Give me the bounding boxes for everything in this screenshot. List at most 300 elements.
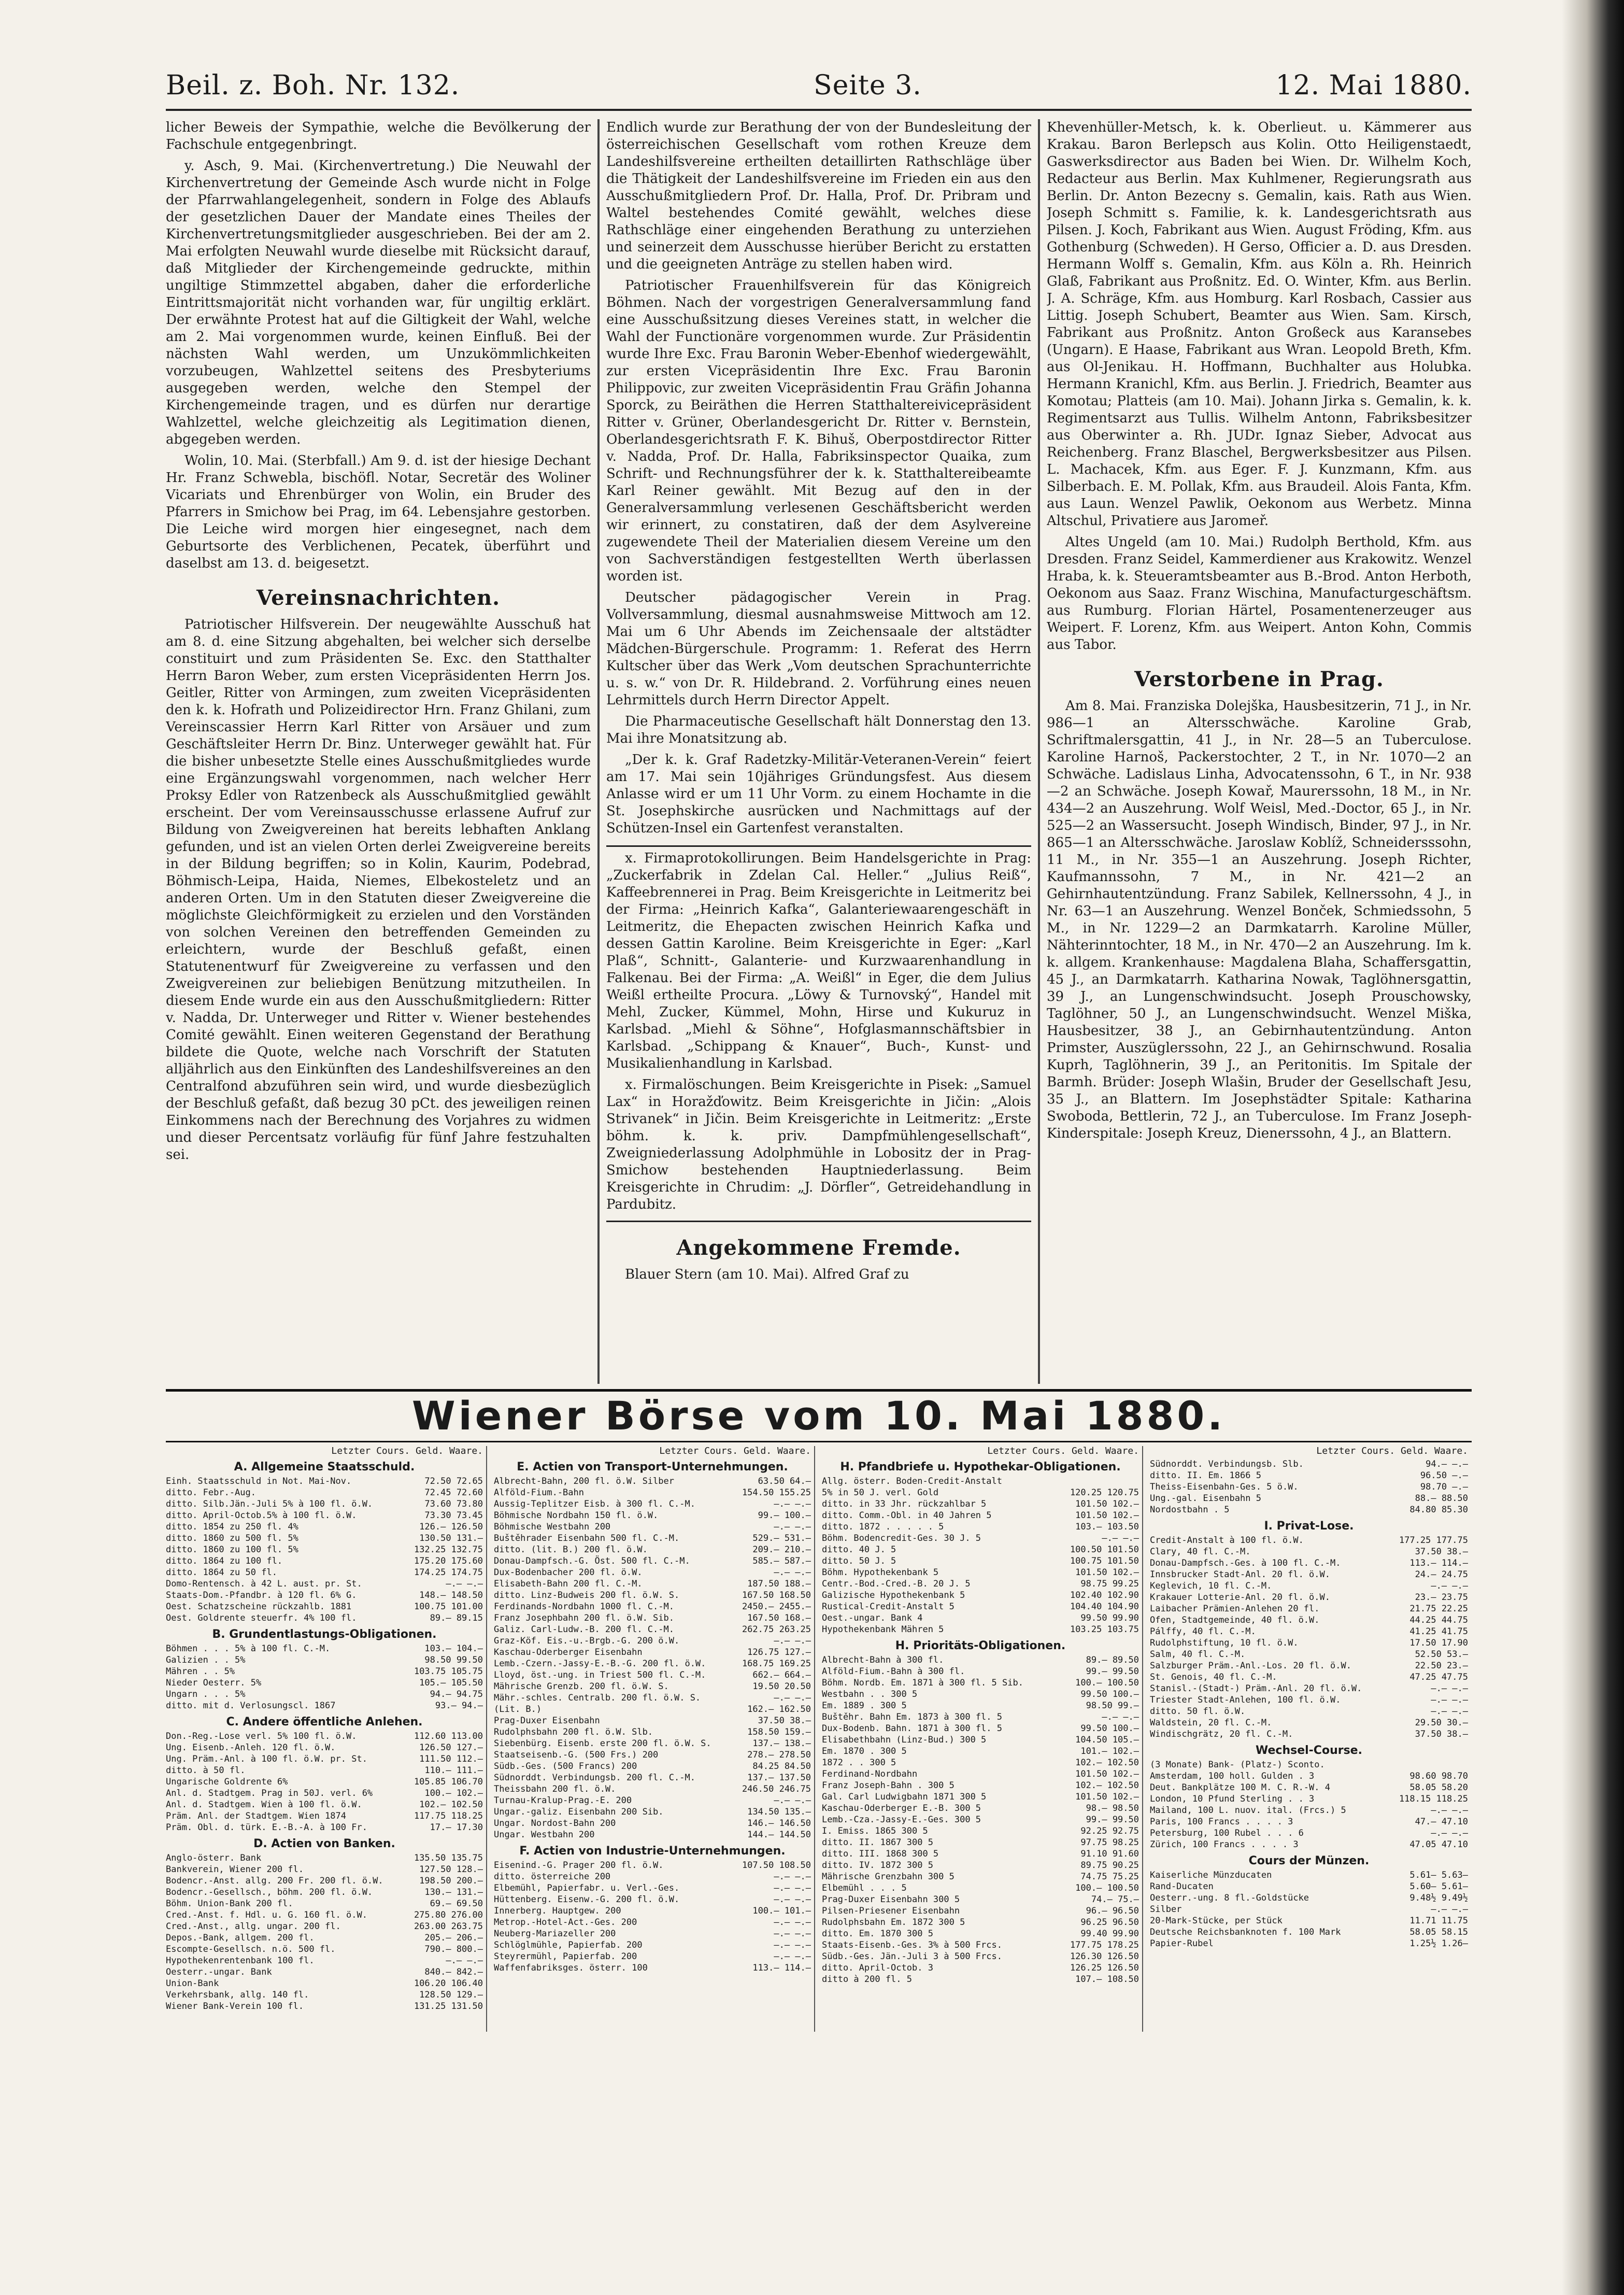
security-name: Mailand, 100 L. nuov. ital. (Frcs.) 5 (1150, 1805, 1346, 1816)
column-divider (597, 119, 600, 1384)
security-quote: 98.75 99.25 (1080, 1579, 1139, 1589)
bourse-row (166, 1776, 483, 1788)
security-quote: 130.— 131.— (424, 1887, 483, 1897)
bourse-section-title: B. Grundentlastungs-Obligationen. (212, 1628, 437, 1641)
security-quote: 128.50 129.— (419, 1990, 483, 2000)
security-name: Buštěhrader Eisenbahn 500 fl. C.-M. (494, 1533, 680, 1543)
security-name: Laibacher Prämien-Anlehen 20 fl. (1150, 1604, 1320, 1614)
security-quote: 29.50 30.— (1415, 1718, 1468, 1728)
bourse-row (166, 1875, 483, 1887)
security-quote: —.— —.— (774, 1929, 811, 1939)
bourse-row (1150, 1535, 1468, 1546)
security-name: Innsbrucker Stadt-Anl. 20 fl. ö.W. (1150, 1569, 1330, 1580)
bourse-row (1150, 1557, 1468, 1569)
bourse-row (166, 1742, 483, 1753)
security-name: Ferdinands-Nordbahn 1000 fl. C.-M. (494, 1602, 674, 1612)
bourse-row (166, 1799, 483, 1810)
security-quote: 96.— 96.50 (1086, 1906, 1139, 1916)
security-name: (3 Monate) Bank- (Platz-) Sconto. (1150, 1760, 1325, 1770)
bourse-column-head: Letzter Cours. Geld. Waare. (987, 1446, 1139, 1456)
security-quote: —.— —.— (1102, 1712, 1139, 1722)
security-quote: 148.— 148.50 (419, 1590, 483, 1600)
security-quote: 101.50 102.— (1075, 1792, 1139, 1802)
security-name: Galizische Hypothekenbank 5 (822, 1590, 965, 1600)
bourse-row (822, 1590, 1139, 1601)
bourse-row (1150, 1504, 1468, 1515)
bourse-row (1150, 1805, 1468, 1816)
bourse-section-title: D. Actien von Banken. (253, 1837, 395, 1850)
security-quote: 111.50 112.— (419, 1754, 483, 1764)
security-name: Oesterr.-ung. 8 fl.-Goldstücke (1150, 1893, 1309, 1903)
security-quote: 104.50 105.— (1075, 1735, 1139, 1745)
bourse-row (822, 1951, 1139, 1962)
bourse-row (1150, 1458, 1468, 1470)
security-name: (Lit. B.) (494, 1704, 542, 1715)
security-quote: 100.— 101.— (752, 1906, 811, 1916)
bourse-row (1150, 1839, 1468, 1850)
security-name: Staats-Eisenb.-Ges. 3% à 500 Frcs. (822, 1940, 1002, 1950)
security-name: Kaiserliche Münzducaten (1150, 1870, 1272, 1880)
security-name: Hypothekenrentenbank 100 fl. (166, 1956, 315, 1966)
security-name: Mährische Grenzbahn 300 5 (822, 1872, 955, 1882)
bourse-row (166, 1476, 483, 1487)
security-name: 5% in 50 J. verl. Gold (822, 1488, 939, 1498)
security-name: Ung. Eisenb.-Anleh. 120 fl. ö.W. (166, 1742, 336, 1753)
security-name: Mähren . . 5% (166, 1666, 235, 1677)
security-name: Centr.-Bod.-Cred.-B. 20 J. 5 (822, 1579, 971, 1589)
security-name: Lemb.-Czern.-Jassy-E.-B.-G. 200 fl. ö.W. (494, 1659, 706, 1669)
bourse-row (166, 1909, 483, 1921)
security-quote: 100.— 102.— (424, 1788, 483, 1798)
security-name: ditto. 1854 zu 250 fl. 4% (166, 1522, 298, 1532)
security-name: Amsterdam, 100 holl. Gulden . 3 (1150, 1771, 1315, 1781)
security-quote: 89.— 89.50 (1086, 1655, 1139, 1665)
bourse-row (166, 1765, 483, 1776)
security-quote: 89.75 90.25 (1080, 1860, 1139, 1871)
security-quote: 102.40 102.90 (1070, 1590, 1139, 1600)
bourse-row (494, 1658, 811, 1669)
security-quote: 96.50 —.— (1420, 1470, 1468, 1481)
security-quote: —.— —.— (774, 1940, 811, 1950)
bourse-row (822, 1962, 1139, 1974)
security-quote: 209.— 210.— (752, 1545, 811, 1555)
security-quote: 246.50 246.75 (742, 1784, 811, 1794)
bourse-section-title: A. Allgemeine Staatsschuld. (234, 1461, 415, 1474)
security-quote: 112.60 113.00 (414, 1731, 483, 1741)
article-paragraph: x. Firmalöschungen. Beim Kreisgerichte in Pisek: „Samuel Lax“ in Horažďowitz. Beim Kreisgerichte in Jičin: „Alois Strivanek“ in Jičin. Beim Kreisgerichte in Leitmeritz: „Erste böhm. k. k. priv. Dampfmühlengesellschaft“, Zweigniederlassung Adolphmühle in Lobositz der in Prag-Smichow bestehenden Hauptniederlassung. Beim Kreisgerichte in Chrudim: „J. Dörfler“, Getreidehandlung in Pardubitz. (606, 1077, 1031, 1212)
bourse-section-title: I. Privat-Lose. (1264, 1520, 1354, 1533)
security-quote: 102.— 102.50 (1075, 1758, 1139, 1768)
security-quote: —.— —.— (1431, 1828, 1468, 1838)
security-name: Rudolphsbahn Em. 1872 300 5 (822, 1917, 965, 1928)
bourse-row (166, 1753, 483, 1765)
bourse-row (822, 1666, 1139, 1677)
security-quote: 126.30 126.50 (1070, 1951, 1139, 1962)
security-quote: 177.75 178.25 (1070, 1940, 1139, 1950)
security-name: Petersburg, 100 Rubel . . . 6 (1150, 1828, 1304, 1838)
security-name: Keglevich, 10 fl. C.-M. (1150, 1581, 1272, 1591)
bourse-row (822, 1814, 1139, 1825)
bourse-column-head: Letzter Cours. Geld. Waare. (659, 1446, 811, 1456)
security-name: Neuberg-Mariazeller 200 (494, 1929, 616, 1939)
security-quote: —.— —.— (774, 1636, 811, 1646)
bourse-row (822, 1544, 1139, 1555)
security-quote: 134.50 135.— (747, 1807, 811, 1817)
bourse-row (1150, 1828, 1468, 1839)
security-quote: —.— —.— (1431, 1581, 1468, 1591)
security-quote: 98.60 98.70 (1409, 1771, 1468, 1781)
security-quote: 174.25 174.75 (414, 1567, 483, 1578)
security-name: Krakauer Lotterie-Anl. 20 fl. ö.W. (1150, 1592, 1330, 1603)
bourse-row (494, 1806, 811, 1818)
security-name: ditto. 50 J. 5 (822, 1556, 896, 1566)
article-paragraph: y. Asch, 9. Mai. (Kirchenvertretung.) Die Neuwahl der Kirchenvertretung der Gemeinde Asch wurde nicht in Folge der Pfarrwahlangelegenheit, sondern in Folge des Ablaufs der gesetzlichen Dauer der Mandate eines Theiles der Kirchenvertretungsmitglieder ausgeschrieben. Bei der am 2. Mai erfolgten Neuwahl wurde dieselbe mit Rücksicht darauf, daß Mitglieder der Kirchengemeinde gedruckte, mithin ungiltige Stimmzettel abgaben, daher die erforderliche Eintrittsmajorität nicht vorhanden war, für ungiltig erklärt. Der erwähnte Protest hat auf die Giltigkeit der Wahl, welche am 2. Mai vorgenommen wurde, keinen Einfluß. Bei der nächsten Wahl werden, um Unzukömmlichkeiten vorzubeugen, Wahlzettel seitens des Presbyteriums ausgegeben werden, welche den Stempel der Kirchengemeinde tragen, und es dürfen nur derartige Wahlzettel, welche gleichzeitig als Legitimation dienen, abgegeben werden. (166, 158, 591, 447)
bourse-row (166, 1567, 483, 1578)
bourse-row (494, 1635, 811, 1647)
bourse-row (822, 1791, 1139, 1803)
security-name: Gal. Carl Ludwigbahn 1871 300 5 (822, 1792, 987, 1802)
bourse-row (494, 1738, 811, 1749)
security-name: Ofen, Stadtgemeinde, 40 fl. ö.W. (1150, 1615, 1320, 1625)
security-quote: 101.50 102.— (1075, 1510, 1139, 1521)
security-name: Escompte-Gesellsch. n.ö. 500 fl. (166, 1944, 336, 1954)
security-name: ditto à 200 fl. 5 (822, 1974, 912, 1985)
bourse-row (494, 1681, 811, 1692)
bourse-row (822, 1578, 1139, 1590)
security-name: Credit-Anstalt à 100 fl. ö.W. (1150, 1535, 1304, 1546)
security-quote: —.— —.— (446, 1956, 483, 1966)
bourse-row (494, 1894, 811, 1905)
security-quote: 73.30 73.45 (424, 1510, 483, 1521)
bourse-row (166, 1898, 483, 1909)
bourse-row (166, 1921, 483, 1932)
security-name: Buštěhr. Bahn Em. 1873 à 300 fl. 5 (822, 1712, 1002, 1722)
header-rule (166, 109, 1472, 111)
security-name: ditto. 40 J. 5 (822, 1545, 896, 1555)
bourse-row (822, 1510, 1139, 1521)
bourse-row (1150, 1614, 1468, 1626)
bourse-section-title: H. Prioritäts-Obligationen. (895, 1639, 1066, 1652)
security-quote: 103.75 105.75 (414, 1666, 483, 1677)
bourse-row (166, 1864, 483, 1875)
security-name: Pálffy, 40 fl. C.-M. (1150, 1626, 1256, 1637)
bourse-row (822, 1533, 1139, 1544)
bourse-row (166, 1955, 483, 1966)
bourse-row (166, 1612, 483, 1624)
security-quote: 790.— 800.— (424, 1944, 483, 1954)
security-name: Rudolphsbahn 200 fl. ö.W. Slb. (494, 1727, 653, 1737)
bourse-column-head: Letzter Cours. Geld. Waare. (331, 1446, 483, 1456)
security-name: Böhm. Union-Bank 200 fl. (166, 1899, 293, 1909)
security-quote: 72.50 72.65 (424, 1476, 483, 1486)
security-quote: 99.— 99.50 (1086, 1815, 1139, 1825)
security-quote: 99.40 99.90 (1080, 1929, 1139, 1939)
article-paragraph: Wolin, 10. Mai. (Sterbfall.) Am 9. d. ist der hiesige Dechant Hr. Franz Schwebla, bischöfl. Notar, Secretär des Woliner Vicariats und Ehrenbürger von Wolin, ein Bruder des Pfarrers in Smichow bei Prag, im 64. Lebensjahre gestorben. Die Leiche wird morgen hier eingesegnet, nach dem Geburtsorte des Verblichenen, Pecatek, überführt und daselbst am 13. d. beigesetzt. (166, 453, 591, 571)
bourse-row (494, 1601, 811, 1612)
bourse-row (494, 1624, 811, 1635)
page-header (166, 62, 1472, 109)
bourse-row (1150, 1626, 1468, 1637)
security-quote: 72.45 72.60 (424, 1488, 483, 1498)
security-quote: 19.50 20.50 (752, 1681, 811, 1692)
bourse-row (166, 1666, 483, 1677)
bourse-row (494, 1555, 811, 1567)
security-name: Albrecht-Bahn à 300 fl. (822, 1655, 944, 1665)
security-name: ditto. II. Em. 1866 5 (1150, 1470, 1261, 1481)
security-quote: —.— —.— (774, 1883, 811, 1893)
stock-exchange-table (166, 1446, 1472, 2032)
column-1 (166, 119, 591, 1384)
security-quote: 105.— 105.50 (419, 1678, 483, 1688)
security-quote: 167.50 168.— (747, 1613, 811, 1623)
security-name: Em. 1889 . 300 5 (822, 1701, 907, 1711)
bourse-row (822, 1498, 1139, 1510)
security-quote: 91.10 91.60 (1080, 1849, 1139, 1859)
security-quote: 11.71 11.75 (1409, 1916, 1468, 1926)
security-quote: 162.— 162.50 (747, 1704, 811, 1715)
bourse-column (494, 1446, 815, 2032)
security-quote: —.— —.— (446, 1579, 483, 1589)
security-name: Franz Josephbahn 200 fl. ö.W. Sib. (494, 1613, 674, 1623)
security-quote: 5.61— 5.63— (1409, 1870, 1468, 1880)
security-name: Cred.-Anst. f. Hdl. u. G. 160 fl. ö.W. (166, 1910, 367, 1920)
security-name: Waldstein, 20 fl. C.-M. (1150, 1718, 1272, 1728)
bourse-row (1150, 1729, 1468, 1740)
bourse-row (166, 1700, 483, 1711)
bourse-row (166, 1978, 483, 1989)
bourse-row (494, 1928, 811, 1939)
security-name: Domo-Rentensch. à 42 L. aust. pr. St. (166, 1579, 362, 1589)
security-quote: —.— —.— (774, 1499, 811, 1509)
security-quote: 168.75 169.25 (742, 1659, 811, 1669)
bourse-row (1150, 1694, 1468, 1706)
security-quote: 137.— 137.50 (747, 1773, 811, 1783)
security-name: Innerberg. Hauptgew. 200 (494, 1906, 621, 1916)
security-quote: —.— —.— (1431, 1805, 1468, 1816)
firm-notices (606, 845, 1031, 1222)
bourse-row (822, 1612, 1139, 1624)
security-quote: 37.50 38.— (1415, 1547, 1468, 1557)
security-name: Präm. Anl. der Stadtgem. Wien 1874 (166, 1811, 346, 1821)
security-name: Anl. d. Stadtgem. Wien à 100 fl. ö.W. (166, 1800, 362, 1810)
security-quote: 17.— 17.30 (430, 1822, 483, 1833)
bourse-column (1150, 1446, 1471, 2032)
security-name: Papier-Rubel (1150, 1938, 1214, 1949)
security-name: Böhmen . . . 5% à 100 fl. C.-M. (166, 1644, 331, 1654)
bourse-column (166, 1446, 487, 2032)
bourse-row (494, 1783, 811, 1795)
bourse-row (822, 1601, 1139, 1612)
bourse-row (166, 1578, 483, 1590)
bourse-row (822, 1882, 1139, 1894)
security-name: Nieder Oesterr. 5% (166, 1678, 262, 1688)
bourse-rule (166, 1389, 1472, 1392)
bourse-row (822, 1654, 1139, 1666)
security-name: Oest. Goldrente steuerfr. 4% 100 fl. (166, 1613, 357, 1623)
bourse-row (494, 1905, 811, 1917)
article-paragraph: licher Beweis der Sympathie, welche die Bevölkerung der Fachschule entgegenbringt. (166, 120, 591, 152)
bourse-row (166, 1533, 483, 1544)
security-name: ditto. 1872 . . . . . 5 (822, 1522, 944, 1532)
security-quote: 131.25 131.50 (414, 2001, 483, 2011)
security-quote: 130.50 131.— (419, 1533, 483, 1543)
security-quote (1136, 1476, 1139, 1487)
security-quote: 101.— 102.— (1080, 1746, 1139, 1756)
security-quote: 74.75 75.25 (1080, 1872, 1139, 1882)
security-quote: 117.75 118.25 (414, 1811, 483, 1821)
bourse-row (166, 1521, 483, 1533)
security-quote: 177.25 177.75 (1399, 1535, 1468, 1546)
bourse-row (822, 1567, 1139, 1578)
bourse-row (494, 1487, 811, 1498)
security-name: Anglo-österr. Bank (166, 1853, 262, 1863)
security-quote: —.— —.— (774, 1795, 811, 1806)
security-quote: 100.50 101.50 (1070, 1545, 1139, 1555)
bourse-row (494, 1939, 811, 1951)
security-name: Böhm. Bodencredit-Ges. 30 J. 5 (822, 1533, 981, 1543)
bourse-row (494, 1704, 811, 1715)
bourse-row (822, 1723, 1139, 1734)
security-name: Südnorddt. Verbindungsb. Slb. (1150, 1459, 1304, 1469)
security-name: Triester Stadt-Anlehen, 100 fl. ö.W. (1150, 1695, 1341, 1705)
security-quote: 47.25 47.75 (1409, 1672, 1468, 1682)
security-name: Elbemühl . . . 5 (822, 1883, 907, 1893)
bourse-row (1150, 1816, 1468, 1828)
bourse-title: Wiener Börse vom 10. Mai 1880. (411, 1393, 1226, 1439)
security-name: Kaschau-Oderberger E.-B. 300 5 (822, 1803, 981, 1814)
bourse-row (494, 1476, 811, 1487)
security-name: ditto. IV. 1872 300 5 (822, 1860, 933, 1871)
security-quote: 585.— 587.— (752, 1556, 811, 1566)
bourse-row (822, 1825, 1139, 1837)
security-name: Staats-Dom.-Pfandbr. à 120 fl. 6% G. (166, 1590, 357, 1600)
security-name: Böhmische Westbahn 200 (494, 1522, 611, 1532)
security-quote: 47.— 47.10 (1415, 1817, 1468, 1827)
security-quote: 126.50 127.— (419, 1742, 483, 1753)
security-quote: 44.25 44.75 (1409, 1615, 1468, 1625)
security-quote: 84.80 85.30 (1409, 1505, 1468, 1515)
security-name: Staatseisenb.-G. (500 Frs.) 200 (494, 1750, 659, 1760)
security-quote: 113.— 114.— (752, 1963, 811, 1973)
security-quote: 5.60— 5.61— (1409, 1881, 1468, 1892)
security-name: Oest.-ungar. Bank 4 (822, 1613, 923, 1623)
security-name: Hypothekenbank Mähren 5 (822, 1624, 944, 1635)
security-quote: 99.50 99.90 (1080, 1613, 1139, 1623)
security-name: Dux-Bodenb. Bahn. 1871 à 300 fl. 5 (822, 1723, 1002, 1734)
security-quote: —.— —.— (774, 1567, 811, 1578)
security-name: Ungarische Goldrente 6% (166, 1777, 288, 1787)
security-name: Em. 1870 . 300 5 (822, 1746, 907, 1756)
bourse-row (822, 1974, 1139, 1985)
bourse-row (822, 1689, 1139, 1700)
security-quote: 94.— —.— (1426, 1459, 1468, 1469)
bourse-row (822, 1700, 1139, 1711)
security-quote: 99.50 100.— (1080, 1723, 1139, 1734)
bourse-row (1150, 1637, 1468, 1649)
bourse-row (1150, 1782, 1468, 1793)
bourse-section-title: C. Andere öffentliche Anlehen. (226, 1716, 423, 1729)
security-quote: 100.75 101.50 (1070, 1556, 1139, 1566)
security-quote: 102.— 102.50 (1075, 1780, 1139, 1791)
bourse-row (494, 1772, 811, 1783)
header-date: 12. Mai 1880. (1275, 70, 1472, 101)
bourse-row (166, 1654, 483, 1666)
security-quote: 84.25 84.50 (752, 1761, 811, 1772)
security-name: Präm. Obl. d. türk. E.-B.-A. à 100 Fr. (166, 1822, 367, 1833)
bourse-row (1150, 1569, 1468, 1580)
bourse-section-title: F. Actien von Industrie-Unternehmungen. (519, 1845, 786, 1858)
bourse-row (1150, 1904, 1468, 1915)
security-quote: 126.75 127.— (747, 1647, 811, 1658)
security-name: Ferdinand-Nordbahn (822, 1769, 918, 1779)
security-name: Schlöglmühle, Papierfab. 200 (494, 1940, 643, 1950)
article-paragraph: Patriotischer Hilfsverein. Der neugewählte Ausschuß hat am 8. d. eine Sitzung abgehalten, bei welcher sich derselbe constituirt und zum Präsidenten Se. Exc. den Statthalter Herrn Baron Weber, zum ersten Vicepräsidenten Herrn Jos. Geitler, Ritter von Armingen, zum zweiten Vicepräsidenten den k. k. Hofrath und Polizeidirector Hrn. Franz Ghilani, zum Vereinscassier Herrn Karl Ritter von Arsäuer und zum Geschäftsleiter Herrn Dr. Binz. Unterweger gewählt hat. Für die bisher unbesetzte Stelle eines Ausschußmitgliedes wurde eine Ergänzungswahl vorgenommen, nach welcher Herr Proksy Edler von Ratzenbeck als Ausschußmitglied gewählt erscheint. Der vom Vereinsausschusse erlassene Aufruf zur Bildung von Zweigvereinen hat bereits lebhaften Anklang gefunden, und ist an vielen Orten derlei Zweigvereine bereits in der Bildung begriffen; so in Kolin, Kaurim, Podebrad, Böhmisch-Leipa, Haida, Niemes, Elbekosteletz und an anderen Orten. Um in den Statuten dieser Zweigvereine die möglichste Gleichförmigkeit zu erzielen und den Vorständen von solchen Vereinen den betreffenden Gemeinden zu erleichtern, wurde der Beschluß gefaßt, einen Statutenentwurf für Zweigvereine zu verfassen und den Zweigvereinen zur beliebigen Benützung mitzutheilen. In diesem Ende wurde ein aus den Ausschußmitgliedern: Ritter v. Nadda, Dr. Unterweger und Ritter v. Wiener bestehendes Comité gewählt. Einen weiteren Gegenstand der Berathung bildete die Quote, welche nach Vorschrift der Statuten alljährlich aus den Einkünften des Landeshilfsvereines an den Centralfond abzuführen sein wird, und wurde diesbezüglich der Beschluß gefaßt, daß bezug 30 pCt. des jeweiligen reinen Einkommens nach der Berechnung des Vorjahres zu widmen und dieser Percentsatz vorläufig für fünf Jahre festzuhalten sei. (166, 617, 591, 1163)
bourse-row (822, 1768, 1139, 1780)
security-name: Deut. Bankplätze 100 M. C. R.-W. 4 (1150, 1782, 1330, 1793)
bourse-row (166, 1487, 483, 1498)
article-paragraph: Endlich wurde zur Berathung der von der Bundesleitung der österreichischen Gesellschaft vom rothen Kreuze dem Landeshilfsvereine ertheilten detaillirten Rathschläge über die Thätigkeit der Landeshilfsvereine im Frieden ein aus den Ausschußmitgliedern Prof. Dr. Halla, Prof. Dr. Pribram und Waltel bestehendes Comité gewählt, welches diese Rathschläge einer eingehenden Berathung zu unterziehen und seinerzeit dem Ausschusse hierüber Bericht zu erstatten und die geeigneten Anträge zu stellen haben wird. (606, 120, 1031, 272)
security-quote: 97.75 98.25 (1080, 1837, 1139, 1848)
bourse-row (166, 1932, 483, 1944)
security-name: Wiener Bank-Verein 100 fl. (166, 2001, 304, 2011)
security-quote: 47.05 47.10 (1409, 1839, 1468, 1850)
security-name: Oesterr.-ungar. Bank (166, 1967, 272, 1977)
security-name: Lloyd, öst.-ung. in Triest 500 fl. C.-M. (494, 1670, 706, 1680)
security-quote: 102.— 102.50 (419, 1800, 483, 1810)
security-quote: 2450.— 2455.— (742, 1602, 811, 1612)
security-name: Böhmische Nordbahn 150 fl. ö.W. (494, 1510, 659, 1521)
security-name: Bodencr.-Gesellsch., böhm. 200 fl. ö.W. (166, 1887, 373, 1897)
security-quote: 154.50 155.25 (742, 1488, 811, 1498)
bourse-row (166, 1498, 483, 1510)
security-quote (1465, 1759, 1468, 1770)
security-quote: 99.50 100.— (1080, 1689, 1139, 1699)
bourse-row (494, 1860, 811, 1871)
security-quote: 101.50 102.— (1075, 1499, 1139, 1509)
security-name: Mährische Grenzb. 200 fl. ö.W. S. (494, 1681, 669, 1692)
security-name: Ungar. Westbahn 200 (494, 1830, 595, 1840)
security-name: Oest. Schatzscheine rückzahlb. 1881 (166, 1602, 352, 1612)
security-name: Albrecht-Bahn, 200 fl. ö.W. Silber (494, 1476, 674, 1486)
security-name: ditto. Linz-Budweis 200 fl. ö.W. S. (494, 1590, 680, 1600)
bourse-row (822, 1677, 1139, 1689)
bourse-row (1150, 1706, 1468, 1717)
article-paragraph: Altes Ungeld (am 10. Mai.) Rudolph Berthold, Kfm. aus Dresden. Franz Seidel, Kammerdiener aus Krakowitz. Wenzel Hraba, k. k. Steueramtsbeamter aus B.-Brod. Anton Herboth, Oekonom aus Saaz. Franz Wischina, Manufacturgeschäftsm. aus Rumburg. Florian Härtel, Posamentenerzeuger aus Weipert. F. Lorenz, Kfm. aus Weipert. Anton Kohn, Commis aus Tabor. (1047, 534, 1472, 653)
bourse-row (494, 1715, 811, 1726)
article-columns (166, 119, 1472, 1384)
bourse-row (822, 1860, 1139, 1871)
security-name: Ung.-gal. Eisenbahn 5 (1150, 1493, 1261, 1504)
bourse-row (494, 1544, 811, 1555)
security-name: Rustical-Credit-Anstalt 5 (822, 1602, 955, 1612)
bourse-row (494, 1829, 811, 1840)
security-quote: —.— —.— (1102, 1533, 1139, 1543)
bourse-row (1150, 1926, 1468, 1938)
security-quote: 127.50 128.— (419, 1864, 483, 1875)
bourse-row (1150, 1683, 1468, 1694)
security-quote: —.— —.— (1431, 1695, 1468, 1705)
article-paragraph: „Der k. k. Graf Radetzky-Militär-Veteranen-Verein“ feiert am 17. Mai sein 10jähriges Gründungsfest. Aus diesem Anlasse wird er um 11 Uhr Vorm. zu einem Hochamte in die St. Josephskirche ausrücken und Nachmittags auf der Schützen-Insel ein Gartenfest veranstalten. (606, 752, 1031, 836)
security-name: Hüttenberg. Eisenw.-G. 200 fl. ö.W. (494, 1894, 680, 1905)
security-quote: 175.20 175.60 (414, 1556, 483, 1566)
security-quote: 106.20 106.40 (414, 1978, 483, 1989)
security-name: Salzburger Präm.-Anl.-Los. 20 fl. ö.W. (1150, 1661, 1351, 1671)
security-quote: 144.— 144.50 (747, 1830, 811, 1840)
security-name: Ungar.-galiz. Eisenbahn 200 Sib. (494, 1807, 664, 1817)
security-quote: 205.— 206.— (424, 1933, 483, 1943)
security-name: Aussig-Teplitzer Eisb. à 300 fl. C.-M. (494, 1499, 695, 1509)
bourse-row (494, 1612, 811, 1624)
